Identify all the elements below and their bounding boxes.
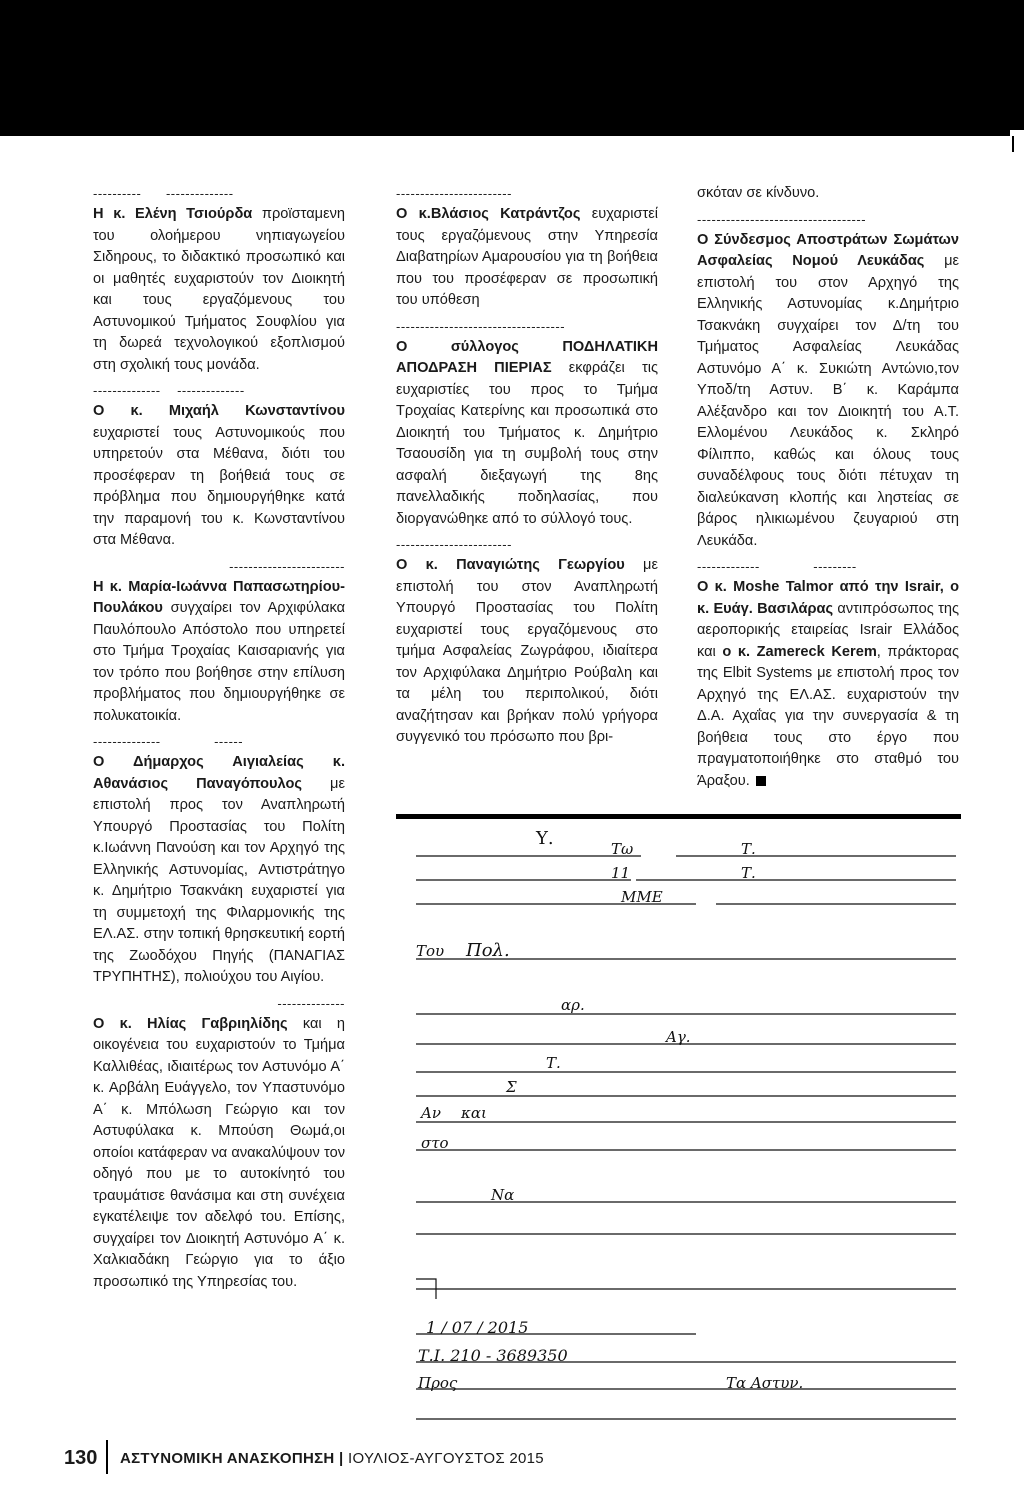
divider: -------------- -------------- — [93, 383, 245, 398]
notice-tsiourda — [93, 204, 345, 376]
letter-text: Τ. — [741, 840, 756, 858]
notice-katrantzos — [396, 204, 658, 312]
notice-text: με επιστολή του στον Αναπληρωτή Υπουργό Προστασίας του Πολίτη ευχαριστεί τους εργαζόμενους στο τμήμα Ασφαλείας Ζωγράφου, ιδιαίτερα τον Αρχιφύλακα Δημήτριο Ρούβαλη και τα μέλη του περιπολικού, διότι αναζήτησαν και βρήκαν πολύ γρήγορα συγγενικό του πρόσωπο που βρι- — [396, 557, 658, 745]
divider: -------------- — [277, 995, 345, 1011]
divider: ------------------------ — [229, 558, 345, 574]
letter-date: 1 / 07 / 2015 — [426, 1318, 529, 1337]
notice-text: εκφράζει τις ευχαριστίες του προς το Τμήμα Τροχαίας Κατερίνης και προσωπικά στο Διοικητή του Τμήματος κ. Δημήτριο Τσαουσίδη για τη συμβολή τους στην ασφαλή διεξαγωγή της 8ης πανελλαδικής ποδηλασίας, που διοργανώθηκε από το σύλλογό τους. — [396, 360, 658, 527]
notice-text: ευχαριστεί τους εργαζόμενους στην Υπηρεσία Διαβατηρίων Αμαρουσίου για τη βοήθεια που του προσέφεραν σε προσωπική του υπόθεση — [396, 206, 658, 308]
notice-podilatiki — [396, 337, 658, 531]
letter-phone: Τ.Ι. 210 - 3689350 — [418, 1346, 568, 1365]
notice-gavrilidis — [93, 1014, 345, 1294]
handwritten-letter-image — [396, 814, 961, 1454]
notice-text: αντιπρόσωπος της αεροπορικής εταιρείας Israir Ελλάδος και — [697, 600, 959, 660]
notice-text: , πράκτορας της Elbit Systems με επιστολή προς τον Αρχηγό της ΕΛ.ΑΣ. ευχαριστούν την Δ.Α. Αχαΐας για την συνεργασία & τη βοήθεια τους στο έργο που πραγματοποιήθηκε στο σταθμό του Άραξου. — [697, 643, 959, 789]
notice-lead: Ο κ. Μιχαήλ Κωνσταντίνου — [93, 403, 345, 419]
letter-text: Αν — [421, 1104, 441, 1122]
publication-title: ΑΣΤΥΝΟΜΙΚΗ ΑΝΑΣΚΟΠΗΣΗ | ΙΟΥΛΙΟΣ-ΑΥΓΟΥΣΤΟΣ 2015 — [120, 1450, 544, 1467]
notice-lead: Ο κ. Παναγιώτης Γεωργίου — [396, 557, 625, 573]
top-rule — [0, 130, 1010, 136]
divider: ----------------------------------- — [396, 318, 566, 334]
notice-israir — [697, 577, 959, 792]
letter-text: στο — [421, 1134, 449, 1152]
letter-text: Τ. — [741, 864, 756, 882]
notice-continuation: σκόταν σε κίνδυνο. — [697, 185, 820, 201]
column-3 — [697, 183, 959, 796]
notice-text: με επιστολή προς τον Αναπληρωτή Υπουργό Προστασίας του Πολίτη κ.Ιωάννη Πανούση και τον Αρχηγό της Ελληνικής Αστυνομίας, Αντιστράτηγο κ. Δημήτριο Τσακνάκη ευχαριστεί για τη συμμετοχή της Φιλαρμονικής της ΕΛ.ΑΣ. στην τοπική θρησκευτική εορτή της Ζωοδόχου Πηγής (ΠΑΝΑΓΙΑΣ ΤΡΥΠΗΤΗΣ), πολιούχου του Αιγίου. — [93, 775, 345, 985]
letter-text: Να — [491, 1186, 515, 1204]
column-1 — [93, 183, 345, 1297]
letter-text: Του — [416, 942, 445, 960]
magazine-name: ΑΣΤΥΝΟΜΙΚΗ ΑΝΑΣΚΟΠΗΣΗ — [120, 1450, 335, 1467]
notice-lead: Ο σύλλογος ΠΟΔΗΛΑΤΙΚΗ ΑΠΟΔΡΑΣΗ ΠΙΕΡΙΑΣ — [396, 338, 658, 376]
notice-lead: Η κ. Ελένη Τσιούρδα — [93, 206, 253, 222]
notice-lead: Ο κ. Ηλίας Γαβριηλίδης — [93, 1015, 288, 1032]
divider: -------------- ------ — [93, 734, 244, 749]
letter-text: Αγ. — [666, 1028, 691, 1046]
notice-text: και η οικογένεια του ευχαριστούν το Τμήμα Καλλιθέας, ιδιαιτέρως τον Αστυνόμο Α΄ κ. Αρβάλη Ευάγγελο, τον Υπαστυνόμο Α΄ κ. Μπόλωση Γεώργιο και τον Αστυφύλακα κ. Μπούση Θωμά,οι οποίοι κατάφεραν να ανακαλύψουν τον οδηγό που με το αυτοκίνητό του τραυμάτισε θανάσιμα και στη συνέχεια εγκατέλειψε τον αδελφό του. Επίσης, συγχαίρει τον Διοικητή Αστυνόμο Α΄ κ. Χαλκιαδάκη Γεώργιο για το άξιο προσωπικό της Υπηρεσίας του. — [93, 1015, 345, 1290]
divider: ---------- -------------- — [93, 186, 234, 201]
notice-lead: Ο Σύνδεσμος Αποστράτων Σωμάτων Ασφαλείας Νομού Λευκάδας — [697, 231, 959, 269]
divider: ------------------------ — [396, 186, 512, 201]
end-mark — [756, 776, 766, 786]
divider: ------------------------ — [396, 537, 512, 552]
notice-lead: Η κ. Μαρία-Ιωάννα Παπασωτηρίου-Πουλάκου — [93, 578, 345, 616]
letter-text: Προς — [418, 1374, 458, 1392]
notice-syndesmos — [697, 230, 959, 553]
divider: ------------- --------- — [697, 559, 857, 574]
letter-text: Τ. — [546, 1054, 561, 1072]
letter-text: Υ. — [536, 828, 554, 849]
notice-text: με επιστολή του στον Αρχηγό της Ελληνικής Αστυνομίας κ.Δημήτριο Τσακνάκη συγχαίρει τον Δ/τη του Τμήματος Ασφαλείας Λευκάδας Αστυνόμο Α΄ κ. Συκιώτη Αντώνιο,τον Υποδ/τη Αστυν. Β΄ κ. Καράμπα Αλέξανδρο και τον Διοικητή του Α.Τ. Ελλομένου Λευκάδος κ. Σκληρό Φίλιππο, καθώς και όλους τους συναδέλφους τους διότι πέτυχαν τη διαλεύκανση κλοπής και ληστείας σε βάρος ηλικιωμένου ζευγαριού στη Λευκάδα. — [697, 253, 959, 549]
letter-text: και — [461, 1104, 487, 1122]
top-black-band — [0, 0, 1024, 130]
notice-panagopoulos — [93, 752, 345, 989]
notice-papasotiriou — [93, 577, 345, 728]
notice-lead: ο κ. Zamereck Kerem — [722, 643, 877, 660]
issue-date: ΙΟΥΛΙΟΣ-ΑΥΓΟΥΣΤΟΣ 2015 — [348, 1450, 544, 1467]
letter-text: αρ. — [561, 996, 585, 1014]
notice-lead: Ο Δήμαρχος Αιγιαλείας κ. Αθανάσιος Παναγόπουλος — [93, 754, 345, 792]
notice-lead: Ο κ.Βλάσιος Κατράντζος — [396, 206, 581, 222]
footer-divider — [106, 1440, 108, 1474]
notice-konstantinou — [93, 401, 345, 552]
notice-text: ευχαριστεί τους Αστυνομικούς που υπηρετούν στα Μέθανα, διότι του προσέφεραν τη βοήθειά τους σε πρόβλημα που δημιουργήθηκε κατά την παραμονή του κ. Κωνσταντίνου στα Μέθανα. — [93, 424, 345, 548]
page-number: 130 — [64, 1447, 98, 1469]
notice-text: προϊσταμενη του ολοήμερου νηπιαγωγείου Σιδηρους, το διδακτικό προσωπικό και οι μαθητές ευχαριστούν τον Διοικητή και τους εργαζόμενους του Αστυνομικού Τμήματος Σουφλίου για τη δωρεά τεχνολογικού εξοπλισμού στη σχολική τους μονάδα. — [93, 206, 345, 373]
letter-text: 11 — [611, 864, 631, 882]
divider: ----------------------------------- — [697, 211, 867, 227]
notice-georgiou — [396, 555, 658, 749]
letter-text: Τα Αστυν. — [726, 1374, 804, 1392]
letter-text: ΜΜΕ — [621, 888, 663, 906]
column-2 — [396, 183, 658, 753]
letter-text: Πολ. — [466, 940, 510, 961]
letter-text: Σ — [506, 1078, 517, 1096]
notice-text: συγχαίρει τον Αρχιφύλακα Παυλόπουλο Απόστολο που υπηρετεί στο Τμήμα Τροχαίας Καισαριανής για τον τρόπο που βοήθησε στην επίλυση προβλήματος που δημιουργήθηκε σε πολυκατοικία. — [93, 600, 345, 724]
edge-mark — [1012, 136, 1014, 152]
letter-text: Τω — [611, 840, 634, 858]
notice-lead: Ο κ. Moshe Talmor από την Israir, ο κ. Ευάγ. Βασιλάρας — [697, 579, 959, 617]
